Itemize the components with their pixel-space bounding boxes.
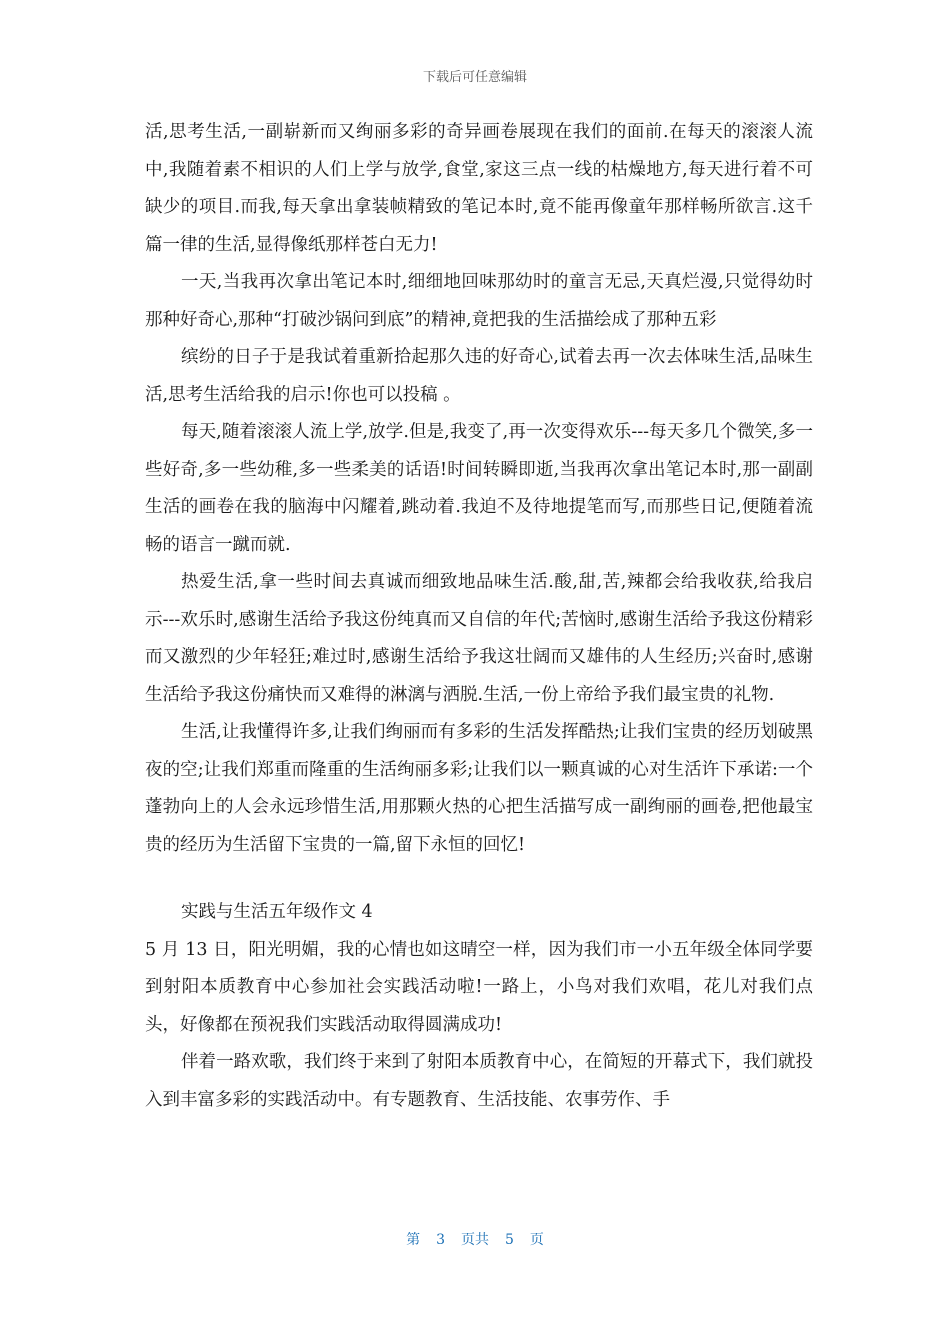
paragraph-5: 热爱生活,拿一些时间去真诚而细致地品味生活.酸,甜,苦,辣都会给我收获,给我启示---欢乐时,感谢生活给予我这份纯真而又自信的年代;苦恼时,感谢生活给予我这份精彩而又激烈的少年轻狂;难过时,感谢生活给予我这壮阔而又雄伟的人生经历;兴奋时,感谢生活给予我这份痛快而又难得的淋漓与洒脱.生活,一份上帝给予我们最宝贵的礼物. — [145, 572, 813, 705]
paragraph-4: 每天,随着滚滚人流上学,放学.但是,我变了,再一次变得欢乐---每天多几个微笑,多一些好奇,多一些幼稚,多一些柔美的话语!时间转瞬即逝,当我再次拿出笔记本时,那一副副生活的画卷在我的脑海中闪耀着,跳动着.我迫不及待地提笔而写,而那些日记,便随着流畅的语言一蹴而就. — [145, 422, 813, 555]
footer-prefix: 第 — [406, 1232, 421, 1248]
essay-paragraph-2: 伴着一路欢歌，我们终于来到了射阳本质教育中心，在简短的开幕式下，我们就投入到丰富多彩的实践活动中。有专题教育、生活技能、农事劳作、手 — [145, 1052, 813, 1110]
paragraph-1: 活,思考生活,一副崭新而又绚丽多彩的奇异画卷展现在我们的面前.在每天的滚滚人流中,我随着素不相识的人们上学与放学,食堂,家这三点一线的枯燥地方,每天进行着不可缺少的项目.而我,每天拿出拿装帧精致的笔记本时,竟不能再像童年那样畅所欲言.这千篇一律的生活,显得像纸那样苍白无力! — [145, 122, 813, 255]
essay-paragraph-1: 5 月 13 日，阳光明媚，我的心情也如这晴空一样，因为我们市一小五年级全体同学要到射阳本质教育中心参加社会实践活动啦!一路上，小鸟对我们欢唱，花儿对我们点头，好像都在预祝我们实践活动取得圆满成功! — [145, 939, 813, 1035]
paragraph-6: 生活,让我懂得许多,让我们绚丽而有多彩的生活发挥酷热;让我们宝贵的经历划破黑夜的空;让我们郑重而隆重的生活绚丽多彩;让我们以一颗真诚的心对生活许下承诺:一个蓬勃向上的人会永远珍惜生活,用那颗火热的心把生活描写成一副绚丽的画卷,把他最宝贵的经历为生活留下宝贵的一篇,留下永恒的回忆! — [145, 722, 813, 855]
document-body — [145, 114, 813, 1119]
footer-suffix: 页 — [529, 1232, 544, 1248]
footer-page-number: 3 — [436, 1232, 445, 1248]
footer-total-pages: 5 — [505, 1232, 514, 1248]
footer-middle: 页共 — [461, 1232, 489, 1248]
page-footer — [0, 1229, 950, 1249]
paragraph-3: 缤纷的日子于是我试着重新拾起那久违的好奇心,试着去再一次去体味生活,品味生活,思考生活给我的启示!你也可以投稿 。 — [145, 347, 813, 405]
paragraph-2: 一天,当我再次拿出笔记本时,细细地回味那幼时的童言无忌,天真烂漫,只觉得幼时那种好奇心,那种“打破沙锅问到底”的精神,竟把我的生活描绘成了那种五彩 — [145, 272, 813, 330]
essay-title: 实践与生活五年级作文 4 — [181, 902, 373, 922]
header-note: 下载后可任意编辑 — [422, 70, 527, 85]
section-gap — [145, 864, 813, 894]
